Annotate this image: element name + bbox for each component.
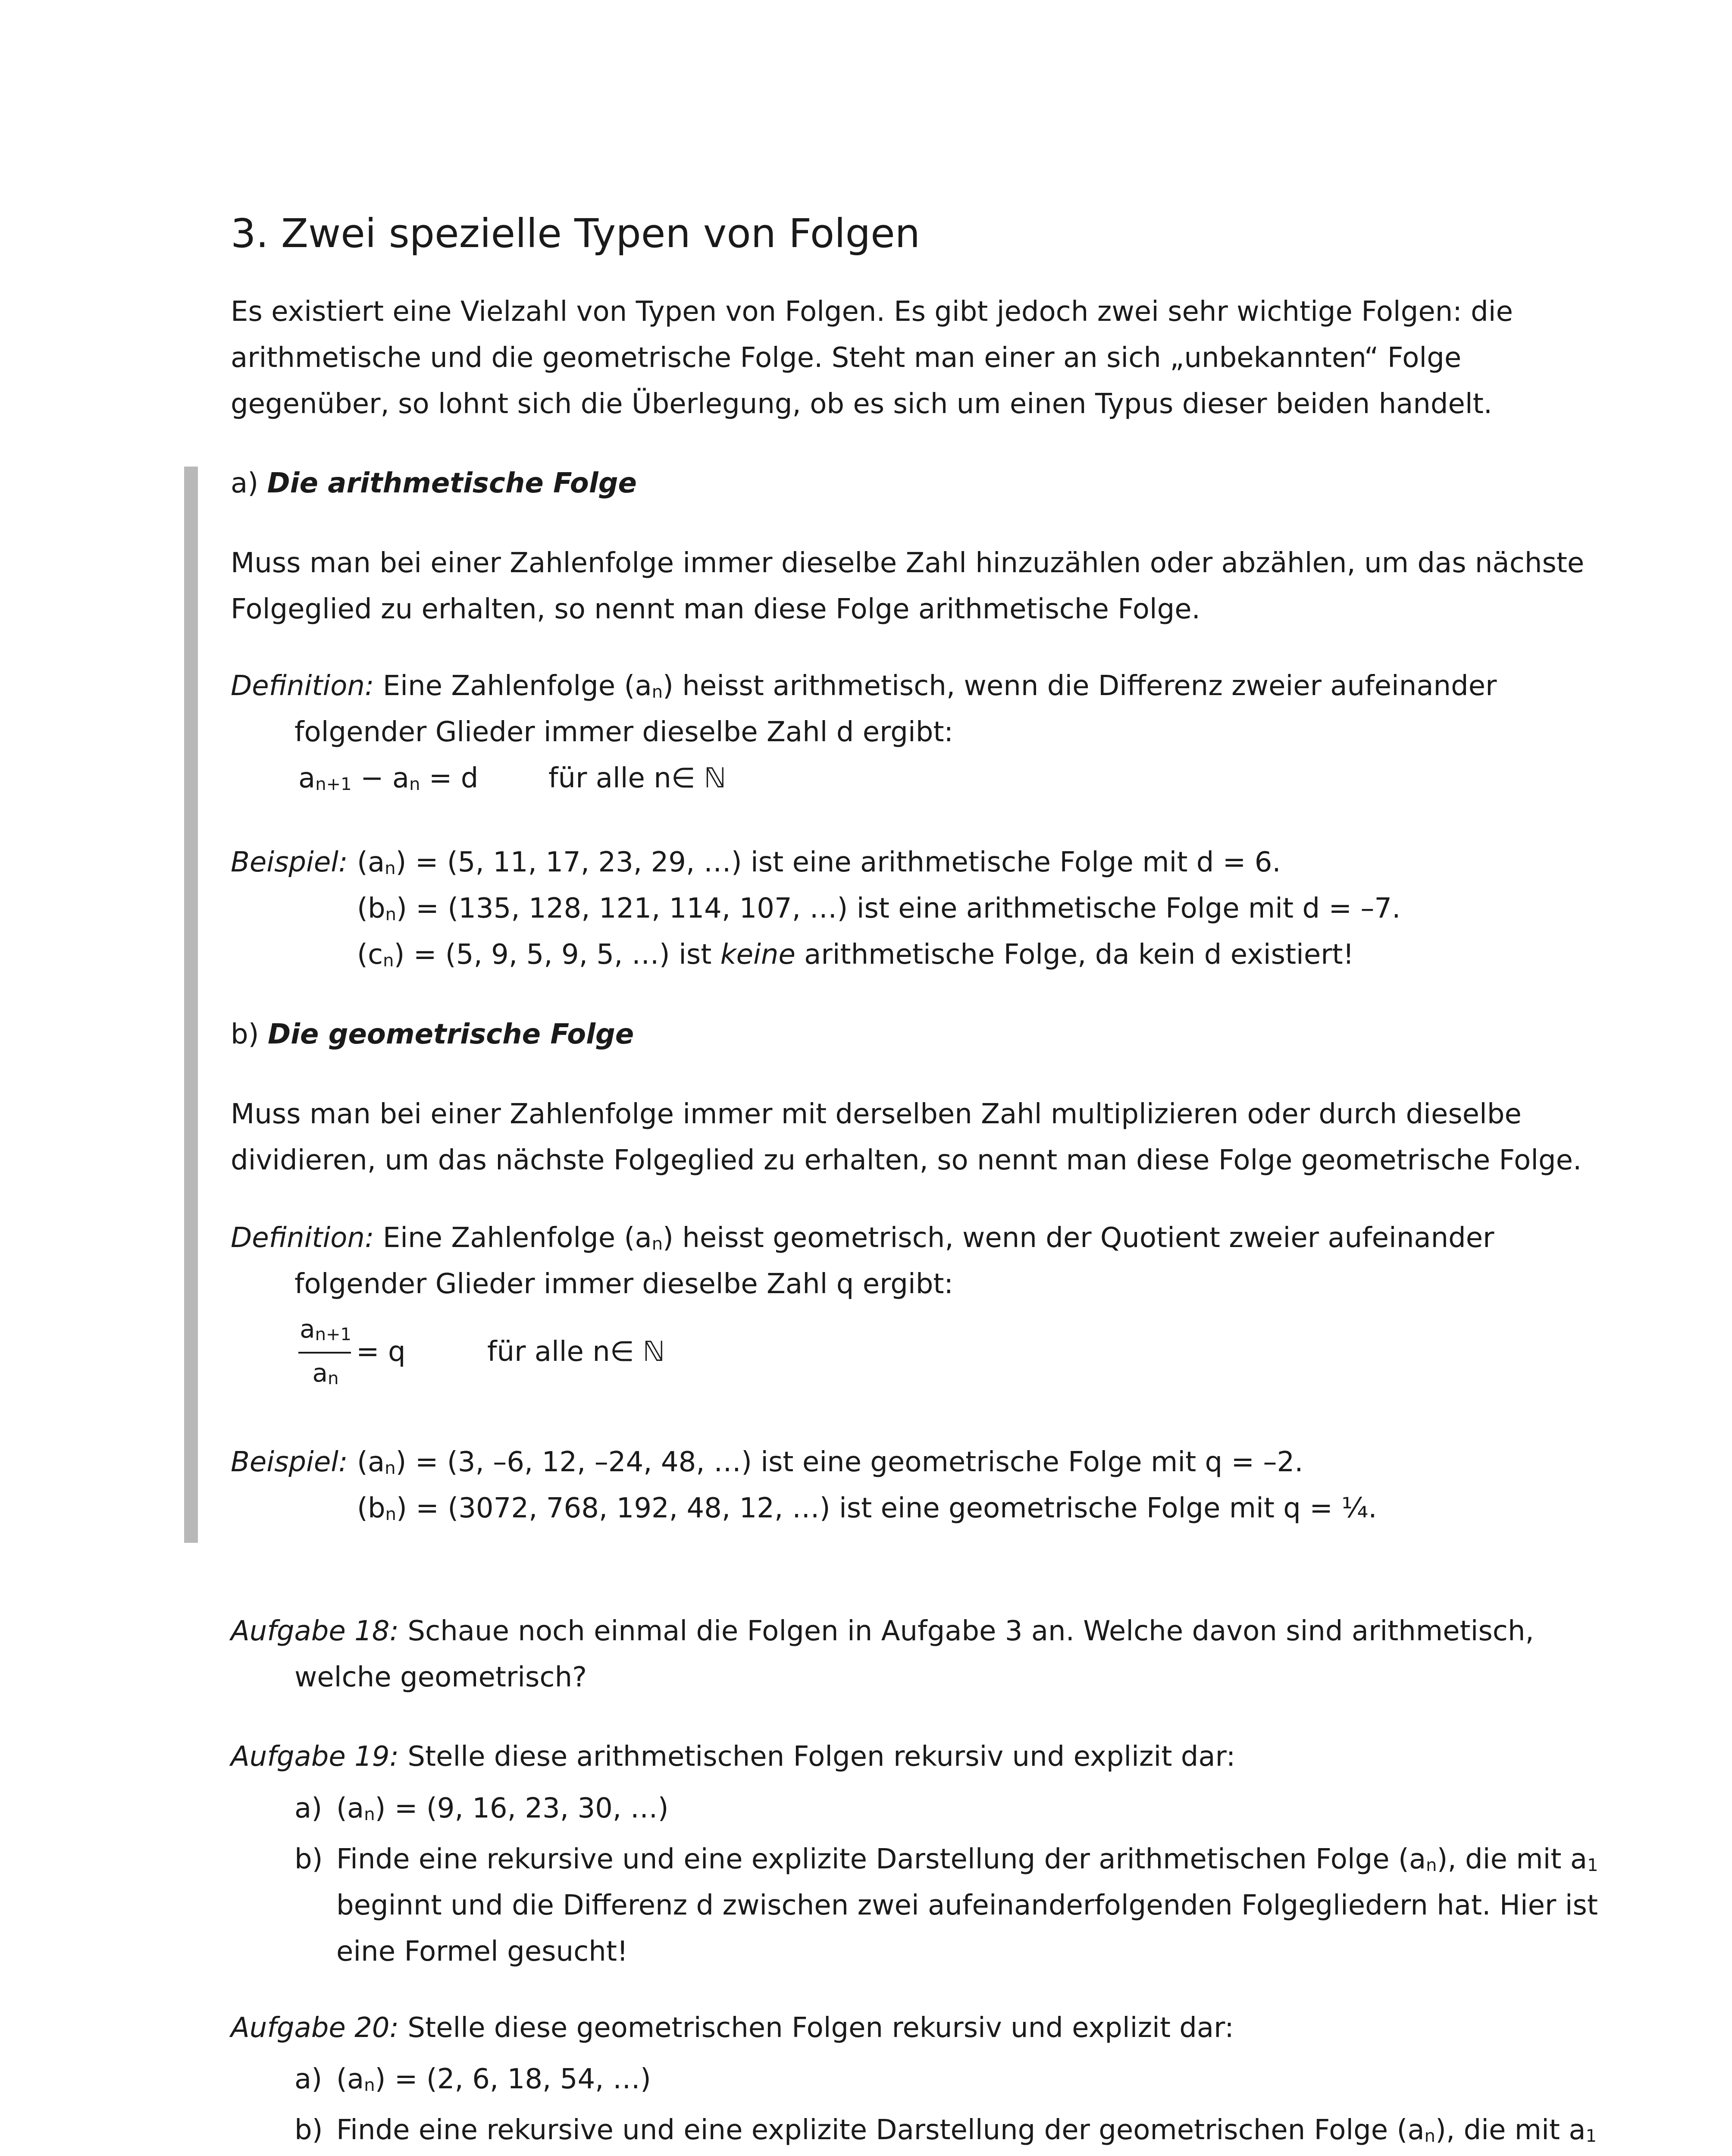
aufgabe-19-a: $(a_n) = (9$, 16, 23, 30, …) <box>336 1792 669 1824</box>
aufgabe-19-a-marker: a) <box>294 1792 323 1824</box>
subsection-b-heading <box>231 1012 634 1057</box>
aufgabe-20-b-marker: b) <box>294 2114 323 2146</box>
aufgabe-20-a-marker: a) <box>294 2063 323 2095</box>
formula-geometric-condition: für alle n∈ ℕ <box>487 1336 665 1368</box>
sidebar-bar <box>184 467 198 1543</box>
aufgabe-20-a: $(a_n) = (2$, 6, 18, 54, …) <box>336 2063 651 2095</box>
aufgabe-18-line-2: welche geometrisch? <box>294 1661 587 1693</box>
formula-geometric-result: = q <box>356 1336 406 1368</box>
example-a-3: $(c_n) = (5$, 9, 5, 9, 5, …) ist keine arithmetische Folge, da kein d existiert! <box>357 939 1354 971</box>
definition-label: Definition: <box>231 1222 374 1254</box>
formula-denominator: $a_n$ <box>312 1358 339 1388</box>
formula-arithmetic: $a_{n+1} - a_n = d$ <box>298 762 479 794</box>
aufgabe-20-label: Aufgabe 20: <box>231 2012 399 2044</box>
aufgabe-19-b-line-2: beginnt und die Differenz d zwischen zwei aufeinanderfolgenden Folgegliedern hat. Hier ist <box>336 1890 1598 1921</box>
formula-arithmetic-condition: für alle n∈ ℕ <box>548 762 727 794</box>
subsection-a-marker: a) <box>231 467 259 499</box>
aufgabe-19-b-line-1: Finde eine rekursive und eine explizite Darstellung der arithmetischen Folge $(a_n)$, die mit $a_1$ <box>336 1843 1598 1875</box>
subsection-b-marker: b) <box>231 1018 259 1050</box>
fraction-bar <box>298 1352 351 1354</box>
aufgabe-20-b-line-2 <box>336 2153 1571 2156</box>
intro-line-3: gegenüber, so lohnt sich die Überlegung, ob es sich um einen Typus dieser beiden handelt. <box>231 388 1493 420</box>
aufgabe-20-line-1: Aufgabe 20: Stelle diese geometrischen Folgen rekursiv und explizit dar: <box>231 2012 1234 2044</box>
formula-numerator: $a_{n+1}$ <box>300 1314 351 1344</box>
subsection-b-title: Die geometrische Folge <box>267 1018 634 1050</box>
example-b-2: $(b_n) = (3072$, 768, 192, 48, 12, …) ist eine geometrische Folge mit q = ¼. <box>357 1492 1377 1524</box>
aufgabe-19-label: Aufgabe 19: <box>231 1741 399 1773</box>
example-a-1: $(a_n) = (5$, 11, 17, 23, 29, …) ist eine arithmetische Folge mit d = 6. <box>357 846 1281 878</box>
example-a-label: Beispiel: <box>231 846 348 878</box>
definition-a-line-2: folgender Glieder immer dieselbe Zahl d ergibt: <box>294 716 953 748</box>
section-heading: 3. Zwei spezielle Typen von Folgen <box>231 210 920 257</box>
subsection-a-heading <box>231 461 637 506</box>
example-b-label: Beispiel: <box>231 1446 348 1478</box>
aufgabe-19-b-marker: b) <box>294 1843 323 1875</box>
aufgabe-20-b-line-1: Finde eine rekursive und eine explizite Darstellung der geometrischen Folge $(a_n)$, die mit $a_1$ <box>336 2114 1597 2146</box>
intro-line-1: Es existiert eine Vielzahl von Typen von Folgen. Es gibt jedoch zwei sehr wichtige Folgen: die <box>231 296 1513 328</box>
example-b-1: $(a_n) = (3$, –6, 12, –24, 48, …) ist eine geometrische Folge mit q = –2. <box>357 1446 1303 1478</box>
subsection-a-title: Die arithmetische Folge <box>267 467 637 499</box>
example-a-2: $(b_n) = (135$, 128, 121, 114, 107, …) ist eine arithmetische Folge mit d = –7. <box>357 893 1401 924</box>
definition-a-line-1: Definition: Eine Zahlenfolge $(a_n)$ heisst arithmetisch, wenn die Differenz zweier aufeinander <box>231 670 1497 702</box>
aufgabe-19-line-1: Aufgabe 19: Stelle diese arithmetischen Folgen rekursiv und explizit dar: <box>231 1741 1236 1773</box>
section-a-text-1: Muss man bei einer Zahlenfolge immer dieselbe Zahl hinzuzählen oder abzählen, um das nächste <box>231 547 1585 579</box>
definition-label: Definition: <box>231 670 374 702</box>
definition-b-line-1: Definition: Eine Zahlenfolge $(a_n)$ heisst geometrisch, wenn der Quotient zweier aufeinander <box>231 1222 1494 1254</box>
definition-b-line-2: folgender Glieder immer dieselbe Zahl q ergibt: <box>294 1268 953 1300</box>
section-a-text-2: Folgeglied zu erhalten, so nennt man diese Folge arithmetische Folge. <box>231 593 1200 625</box>
aufgabe-18-label: Aufgabe 18: <box>231 1615 399 1647</box>
intro-line-2: arithmetische und die geometrische Folge. Steht man einer an sich „unbekannten“ Folge <box>231 342 1462 374</box>
aufgabe-18-line-1: Aufgabe 18: Schaue noch einmal die Folgen in Aufgabe 3 an. Welche davon sind arithmetisch, <box>231 1615 1534 1647</box>
section-b-text-2: dividieren, um das nächste Folgeglied zu erhalten, so nennt man diese Folge geometrische Folge. <box>231 1144 1582 1176</box>
aufgabe-19-b-line-3: eine Formel gesucht! <box>336 1936 628 1968</box>
section-b-text-1: Muss man bei einer Zahlenfolge immer mit derselben Zahl multiplizieren oder durch dieselbe <box>231 1098 1522 1130</box>
